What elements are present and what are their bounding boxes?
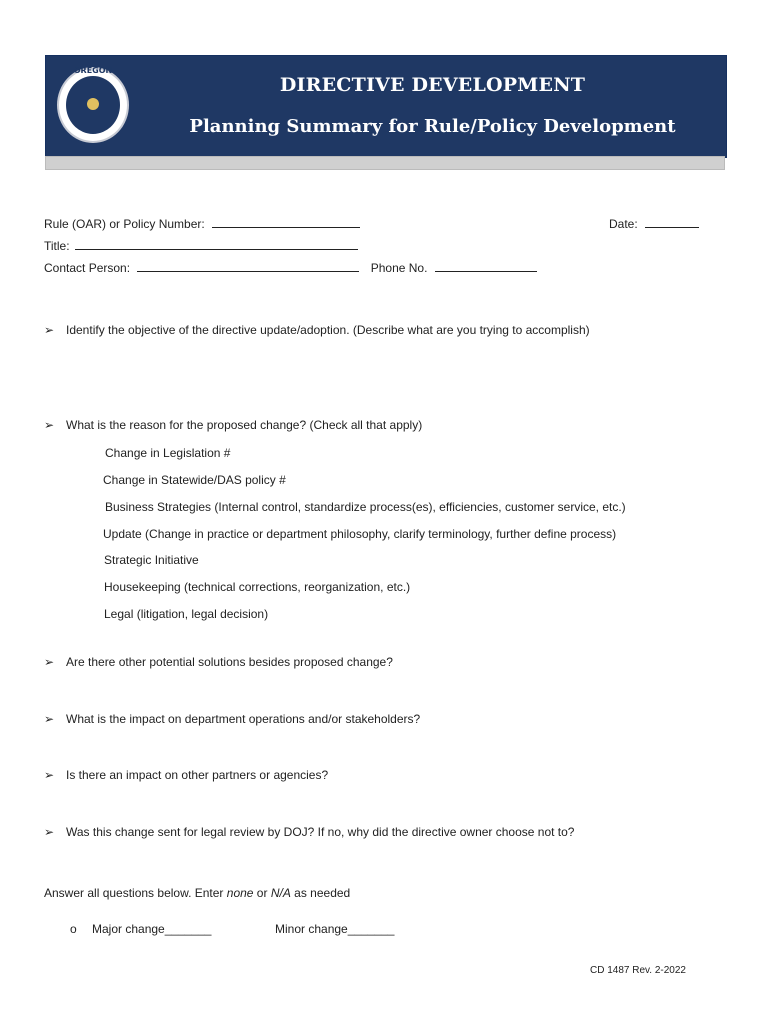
form-subtitle: Planning Summary for Rule/Policy Development (189, 116, 676, 137)
title-field[interactable] (75, 239, 358, 250)
contact-row (44, 261, 537, 275)
rule-number-field[interactable] (212, 217, 360, 228)
seal-emblem (66, 76, 120, 134)
circle-bullet-icon: o (70, 922, 77, 936)
major-change-blank[interactable]: _______ (164, 922, 212, 936)
question-text: Was this change sent for legal review by DOJ? If no, why did the directive owner choose not to? (66, 825, 575, 839)
form-title: DIRECTIVE DEVELOPMENT (279, 74, 586, 96)
phone-label: Phone No. (370, 261, 428, 275)
rule-number-row (44, 217, 360, 231)
minor-change-label: Minor change (275, 922, 348, 936)
form-id: CD 1487 Rev. 2-2022 (590, 965, 686, 976)
question-text: Identify the objective of the directive update/adoption. (Describe what are you trying to accomplish) (66, 323, 590, 337)
arrow-bullet-icon: ➢ (44, 655, 55, 669)
header-strip (45, 156, 725, 170)
major-change-option[interactable] (70, 922, 211, 936)
instruction-end: as needed (290, 886, 351, 900)
contact-label: Contact Person: (44, 261, 131, 275)
question-text: What is the impact on department operations and/or stakeholders? (66, 712, 421, 726)
minor-change-option[interactable] (275, 922, 394, 936)
reason-checkbox-update[interactable]: Update (Change in practice or department philosophy, clarify terminology, further define process) (103, 527, 617, 541)
arrow-bullet-icon: ➢ (44, 712, 55, 726)
title-row (44, 239, 358, 253)
question-text: Is there an impact on other partners or agencies? (66, 768, 329, 782)
reason-checkbox-business-strategies[interactable]: Business Strategies (Internal control, standardize process(es), efficiencies, customer service, etc.) (105, 500, 626, 514)
date-field[interactable] (645, 217, 699, 228)
seal-text: OREGON (73, 66, 113, 75)
reason-checkbox-strategic[interactable]: Strategic Initiative (104, 553, 199, 567)
date-label: Date: (609, 217, 638, 231)
instruction-na: N/A (270, 886, 291, 900)
reason-checkbox-legislation[interactable]: Change in Legislation # (105, 446, 231, 460)
reason-checkbox-housekeeping[interactable]: Housekeeping (technical corrections, reorganization, etc.) (104, 580, 411, 594)
question-text: Are there other potential solutions besides proposed change? (66, 655, 393, 669)
question-solutions (44, 655, 393, 669)
question-reason (44, 418, 422, 432)
arrow-bullet-icon: ➢ (44, 825, 55, 839)
title-label: Title: (44, 239, 70, 253)
arrow-bullet-icon: ➢ (44, 323, 55, 337)
instruction-or: or (253, 886, 271, 900)
question-text: What is the reason for the proposed change? (Check all that apply) (66, 418, 423, 432)
question-impact-partners (44, 768, 328, 782)
answer-instructions (44, 886, 350, 900)
question-impact-operations (44, 712, 420, 726)
arrow-bullet-icon: ➢ (44, 768, 55, 782)
date-row (609, 217, 699, 231)
instruction-text: Answer all questions below. Enter (44, 886, 227, 900)
question-legal-review (44, 825, 574, 839)
minor-change-blank[interactable]: _______ (347, 922, 395, 936)
question-objective (44, 323, 590, 337)
contact-field[interactable] (137, 261, 359, 272)
major-change-label: Major change (92, 922, 165, 936)
seal-center-icon (87, 98, 99, 110)
oregon-doc-seal-logo (57, 67, 129, 143)
reason-checkbox-das-policy[interactable]: Change in Statewide/DAS policy # (103, 473, 286, 487)
rule-number-label: Rule (OAR) or Policy Number: (44, 217, 205, 231)
form-header (45, 55, 727, 158)
arrow-bullet-icon: ➢ (44, 418, 55, 432)
instruction-none: none (226, 886, 254, 900)
reason-checkbox-legal[interactable]: Legal (litigation, legal decision) (104, 607, 269, 621)
phone-field[interactable] (435, 261, 537, 272)
